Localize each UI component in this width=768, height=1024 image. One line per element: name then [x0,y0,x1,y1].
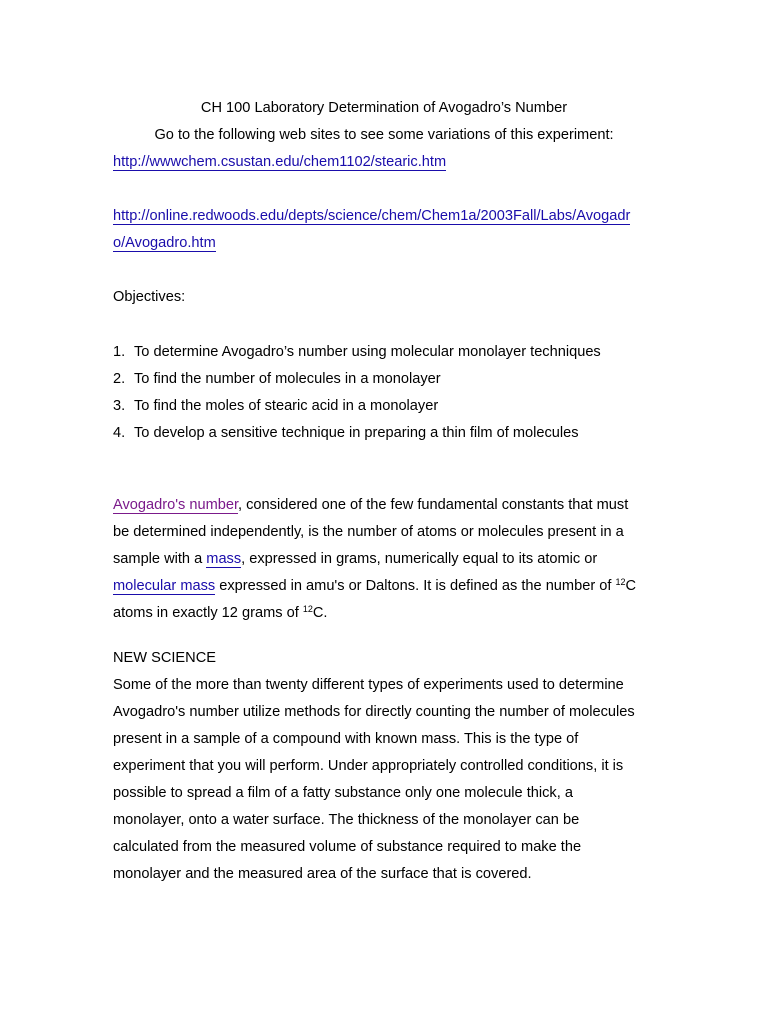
objective-text: To develop a sensitive technique in preparing a thin film of molecules [134,425,579,441]
molecular-mass-link[interactable]: molecular mass [113,578,216,594]
objective-number: 3. [113,398,126,414]
objective-text: To find the moles of stearic acid in a monolayer [134,398,439,414]
avogadros-number-link[interactable]: Avogadro's number [113,497,239,513]
objective-item [113,397,438,415]
definition-text: C [625,578,637,594]
new-science-line: possible to spread a film of a fatty substance only one molecule thick, a [113,785,573,801]
document-title: CH 100 Laboratory Determination of Avogadro’s Number [200,100,568,116]
definition-line [113,604,327,622]
objective-number: 4. [113,425,126,441]
objective-text: To find the number of molecules in a monolayer [134,371,441,387]
link-line-1 [113,153,446,171]
definition-line [113,550,597,568]
new-science-line: present in a sample of a compound with known mass. This is the type of [113,731,579,747]
mass-link[interactable]: mass [206,551,242,567]
superscript-12: 12 [302,604,313,614]
new-science-heading: NEW SCIENCE [113,650,216,666]
definition-line [113,496,628,514]
new-science-line: calculated from the measured volume of substance required to make the [113,839,582,855]
definition-text: C. [312,605,328,621]
redwoods-link-part-1[interactable]: http://online.redwoods.edu/depts/science/chem/Chem1a/2003Fall/Labs/Avogadr [113,208,631,224]
new-science-line: Avogadro's number utilize methods for directly counting the number of molecules [113,704,635,720]
link-line-3 [113,234,216,252]
redwoods-link-part-2[interactable]: o/Avogadro.htm [113,235,216,251]
new-science-line: monolayer and the measured area of the surface that is covered. [113,866,532,882]
definition-text: , considered one of the few fundamental constants that must [238,497,629,513]
objective-number: 2. [113,371,126,387]
objectives-heading: Objectives: [113,289,186,305]
new-science-line: monolayer, onto a water surface. The thickness of the monolayer can be [113,812,580,828]
objective-item [113,343,601,361]
definition-text: , expressed in grams, numerically equal to its atomic or [241,551,598,567]
superscript-12: 12 [615,577,626,587]
link-line-2 [113,207,630,225]
new-science-line: experiment that you will perform. Under appropriately controlled conditions, it is [113,758,624,774]
definition-text: expressed in amu's or Daltons. It is defined as the number of [215,578,616,594]
new-science-line: Some of the more than twenty different types of experiments used to determine [113,677,624,693]
definition-text: sample with a [113,551,207,567]
objective-text: To determine Avogadro’s number using molecular monolayer techniques [134,344,601,360]
definition-line: be determined independently, is the number of atoms or molecules present in a [113,524,624,540]
objective-item [113,370,441,388]
definition-line [113,577,636,595]
document-subtitle: Go to the following web sites to see some variations of this experiment: [154,127,614,143]
objective-item [113,424,579,442]
csustan-link[interactable]: http://wwwchem.csustan.edu/chem1102/stearic.htm [113,154,447,170]
objective-number: 1. [113,344,126,360]
definition-text: atoms in exactly 12 grams of [113,605,303,621]
